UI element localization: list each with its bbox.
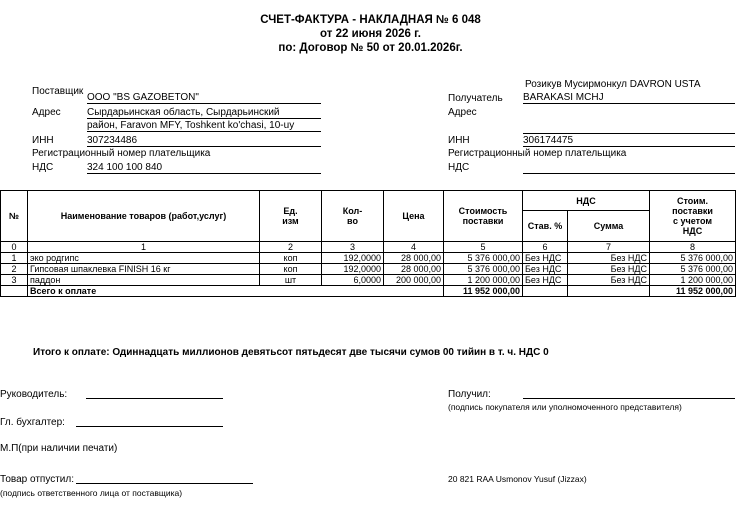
buyer-reg-label: Регистрационный номер плательщика (448, 148, 627, 159)
supplier-address-label: Адрес (32, 107, 61, 118)
received-note: (подпись покупателя или уполномоченного представителя) (448, 402, 682, 412)
supplier-vat-line (87, 162, 321, 174)
total-total: 11 952 000,00 (650, 286, 736, 297)
header-total: Стоим. поставки с учетом НДС (650, 191, 736, 242)
document-date: от 22 июня 2026 г. (320, 28, 421, 40)
buyer-address-divider (523, 133, 735, 134)
document-contract: по: Договор № 50 от 20.01.2026г. (278, 42, 463, 54)
released-signature-line (76, 483, 253, 484)
buyer-inn: 306174475 (523, 135, 574, 146)
buyer-address-label: Адрес (448, 107, 477, 118)
buyer-vat-label: НДС (448, 162, 470, 173)
table-row: 2 Гипсовая шпаклевка FINISH 16 кг коп 192,0000 28 000,00 5 376 000,00 Без НДС Без НДС 5 376 000,00 (1, 264, 736, 275)
supplier-name: ООО "BS GAZOBETON" (87, 92, 199, 103)
supplier-reg-label: Регистрационный номер плательщика (32, 148, 211, 159)
header-qty: Кол- во (322, 191, 384, 242)
header-vat: НДС (523, 191, 650, 211)
header-vat-sum: Сумма (568, 211, 650, 242)
document-title: СЧЕТ-ФАКТУРА - НАКЛАДНАЯ № 6 048 (260, 14, 481, 26)
buyer-name-line (523, 92, 735, 104)
supplier-address-line1: Сырдарьинская область, Сырдарьинский (87, 107, 321, 119)
received-label: Получил: (448, 389, 491, 400)
total-cost: 11 952 000,00 (444, 286, 523, 297)
amount-in-words: Итого к оплате: Одиннадцать миллионов девятьсот пятьдесят две тысячи сумов 00 тийин в т. ч. НДС 0 (33, 347, 549, 358)
accountant-signature-line (76, 426, 223, 427)
header-cost: Стоимость поставки (444, 191, 523, 242)
header-name: Наименование товаров (работ,услуг) (28, 191, 260, 242)
received-signature-line (523, 398, 735, 399)
buyer-name-line1: Розикув Мусирмонкул DAVRON USTA (525, 79, 701, 90)
header-num: № (1, 191, 28, 242)
accountant-label: Гл. бухгалтер: (0, 417, 65, 428)
released-label: Товар отпустил: (0, 474, 74, 485)
supplier-vat: 324 100 100 840 (87, 162, 163, 173)
total-row (1, 286, 736, 297)
buyer-inn-line (523, 135, 735, 147)
director-label: Руководитель: (0, 389, 68, 400)
header-price: Цена (384, 191, 444, 242)
released-note: (подпись ответственного лица от поставщика) (0, 488, 183, 498)
supplier-vat-label: НДС (32, 162, 54, 173)
supplier-name-line (87, 92, 321, 104)
supplier-inn: 307234486 (87, 135, 138, 146)
supplier-label: Поставщик (32, 86, 84, 97)
buyer-label: Получатель (448, 93, 503, 104)
table-row: 1 эко родгипс коп 192,0000 28 000,00 5 376 000,00 Без НДС Без НДС 5 376 000,00 (1, 253, 736, 264)
proxy-info: 20 821 RAA Usmonov Yusuf (Jizzax) (448, 474, 587, 484)
supplier-address-line2: район, Faravon MFY, Toshkent ko'chasi, 10-uy (87, 120, 321, 132)
supplier-inn-label: ИНН (32, 135, 54, 146)
supplier-inn-line (87, 135, 321, 147)
buyer-vat-line (523, 162, 735, 174)
buyer-inn-label: ИНН (448, 135, 470, 146)
goods-table (0, 190, 736, 297)
header-vat-rate: Став. % (523, 211, 568, 242)
director-signature-line (86, 398, 223, 399)
table-row: 3 паддон шт 6,0000 200 000,00 1 200 000,00 Без НДС Без НДС 1 200 000,00 (1, 275, 736, 286)
header-unit: Ед. изм (260, 191, 322, 242)
column-number-row: 0 1 2 3 4 5 6 7 8 (1, 242, 736, 253)
buyer-name-line2: BARAKASI MCHJ (523, 92, 604, 103)
stamp-label: М.П(при наличии печати) (0, 443, 118, 454)
total-label: Всего к оплате (28, 286, 444, 297)
